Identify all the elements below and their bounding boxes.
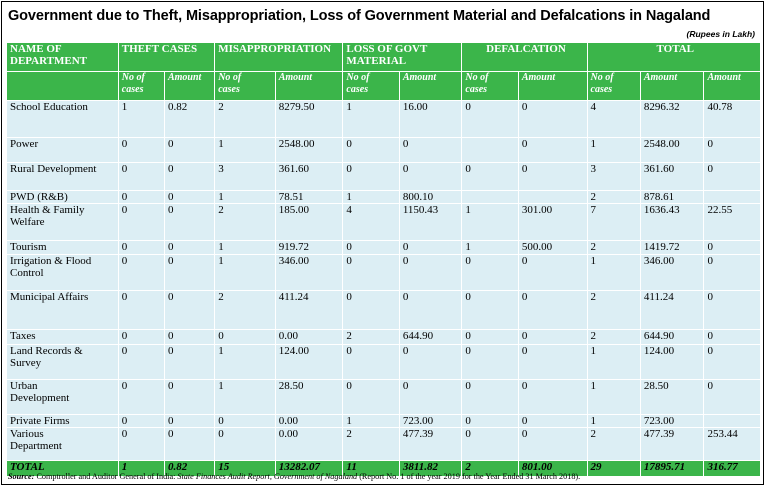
total-cell: 0.82: [164, 461, 214, 477]
data-table: [6, 42, 761, 477]
header-row: [7, 43, 761, 72]
total-cell: 11: [343, 461, 399, 477]
table-row: [7, 204, 761, 241]
table-cell: 0: [118, 255, 164, 291]
subheader-amount: Amount: [275, 72, 343, 101]
table-cell: 3: [587, 163, 640, 191]
table-cell: 2: [215, 204, 276, 241]
table-cell: 0: [518, 345, 587, 380]
table-cell: 0.00: [275, 428, 343, 461]
table-cell: 0: [118, 241, 164, 255]
table-cell: 0: [518, 255, 587, 291]
table-cell: 0: [118, 204, 164, 241]
table-cell: 0: [118, 380, 164, 415]
department-name: Municipal Affairs: [7, 291, 119, 330]
table-cell: 0: [704, 138, 761, 163]
table-cell: 0: [343, 345, 399, 380]
table-cell: 0: [462, 291, 518, 330]
table-cell: 1: [215, 345, 276, 380]
table-row: [7, 415, 761, 428]
table-cell: 0: [704, 345, 761, 380]
table-cell: 2: [587, 428, 640, 461]
table-cell: 411.24: [640, 291, 704, 330]
subheader-cases: No of cases: [118, 72, 164, 101]
table-cell: 0: [518, 428, 587, 461]
table-cell: 0: [462, 428, 518, 461]
table-row: [7, 345, 761, 380]
table-cell: 0: [164, 204, 214, 241]
total-cell: 316.77: [704, 461, 761, 477]
table-cell: 1: [215, 191, 276, 204]
table-cell: [462, 138, 518, 163]
table-cell: 0: [164, 163, 214, 191]
table-row: [7, 428, 761, 461]
table-cell: 124.00: [275, 345, 343, 380]
department-name: Urban Development: [7, 380, 119, 415]
header-defalcation: DEFALCATION: [462, 43, 587, 72]
subheader-cases: No of cases: [343, 72, 399, 101]
table-cell: 0: [518, 415, 587, 428]
table-cell: 800.10: [399, 191, 462, 204]
table-cell: 0.00: [275, 330, 343, 345]
table-cell: 0: [399, 380, 462, 415]
table-row: [7, 255, 761, 291]
department-name: Tourism: [7, 241, 119, 255]
subheader-amount: Amount: [640, 72, 704, 101]
table-cell: 0: [343, 163, 399, 191]
table-cell: 1: [215, 255, 276, 291]
table-cell: 2: [587, 330, 640, 345]
header-theft: THEFT CASES: [118, 43, 214, 72]
table-cell: 0: [164, 255, 214, 291]
table-cell: 1: [215, 241, 276, 255]
subheader-cases: No of cases: [462, 72, 518, 101]
table-cell: 0: [215, 330, 276, 345]
table-cell: 0: [118, 163, 164, 191]
table-cell: 1: [343, 415, 399, 428]
table-cell: 301.00: [518, 204, 587, 241]
subheader-cases: No of cases: [587, 72, 640, 101]
table-cell: 4: [587, 101, 640, 138]
table-cell: 1: [462, 241, 518, 255]
table-cell: 0: [164, 241, 214, 255]
table-cell: 22.55: [704, 204, 761, 241]
table-cell: 0: [164, 291, 214, 330]
total-cell: 29: [587, 461, 640, 477]
department-name: Power: [7, 138, 119, 163]
table-cell: 8279.50: [275, 101, 343, 138]
table-cell: 644.90: [640, 330, 704, 345]
table-cell: 0: [518, 163, 587, 191]
subheader-amount: Amount: [399, 72, 462, 101]
header-total: TOTAL: [587, 43, 760, 72]
table-cell: 0: [215, 415, 276, 428]
total-cell: 17895.71: [640, 461, 704, 477]
table-cell: [704, 191, 761, 204]
table-cell: 2: [587, 291, 640, 330]
subheader-amount: Amount: [164, 72, 214, 101]
total-cell: 1: [118, 461, 164, 477]
table-cell: 124.00: [640, 345, 704, 380]
table-cell: 0: [704, 163, 761, 191]
table-cell: 2: [587, 241, 640, 255]
department-name: Rural Development: [7, 163, 119, 191]
table-cell: 723.00: [399, 415, 462, 428]
table-cell: 878.61: [640, 191, 704, 204]
table-cell: 0: [164, 330, 214, 345]
table-cell: 0: [118, 330, 164, 345]
table-cell: 4: [343, 204, 399, 241]
table-cell: 0: [462, 380, 518, 415]
table-cell: 0: [118, 291, 164, 330]
table-cell: 0.00: [275, 415, 343, 428]
table-cell: 0: [164, 415, 214, 428]
table-cell: 78.51: [275, 191, 343, 204]
subheader-amount: Amount: [704, 72, 761, 101]
table-cell: 1: [215, 138, 276, 163]
total-cell: 13282.07: [275, 461, 343, 477]
table-cell: 0: [343, 255, 399, 291]
table-cell: 40.78: [704, 101, 761, 138]
table-cell: 0: [343, 380, 399, 415]
table-cell: 1: [587, 345, 640, 380]
table-cell: 0: [118, 428, 164, 461]
table-cell: 0: [164, 428, 214, 461]
table-row: [7, 380, 761, 415]
table-cell: 2: [215, 291, 276, 330]
table-cell: 0: [462, 345, 518, 380]
table-cell: 2: [587, 191, 640, 204]
table-cell: 0: [704, 330, 761, 345]
table-row: [7, 330, 761, 345]
department-name: Various Department: [7, 428, 119, 461]
table-cell: 0: [399, 345, 462, 380]
subheader-cases: No of cases: [215, 72, 276, 101]
table-cell: 0: [462, 415, 518, 428]
department-name: School Education: [7, 101, 119, 138]
table-row: [7, 241, 761, 255]
table-cell: 2548.00: [640, 138, 704, 163]
table-cell: 28.50: [640, 380, 704, 415]
table-cell: 0: [164, 138, 214, 163]
total-cell: 15: [215, 461, 276, 477]
header-misappropriation: MISAPPROPRIATION: [215, 43, 343, 72]
header-department: NAME OF DEPARTMENT: [7, 43, 119, 72]
table-cell: 0: [704, 241, 761, 255]
table-cell: 1: [587, 138, 640, 163]
units-note: (Rupees in Lakh): [686, 29, 755, 39]
table-cell: 644.90: [399, 330, 462, 345]
department-name: Taxes: [7, 330, 119, 345]
total-cell: 801.00: [518, 461, 587, 477]
table-cell: 2: [215, 101, 276, 138]
table-cell: 0: [518, 291, 587, 330]
table-cell: 1: [587, 380, 640, 415]
total-cell: 2: [462, 461, 518, 477]
table-cell: [462, 191, 518, 204]
table-cell: 0: [118, 415, 164, 428]
table-cell: [518, 191, 587, 204]
table-cell: 0: [399, 138, 462, 163]
table-cell: 1: [343, 101, 399, 138]
table-cell: 0: [462, 101, 518, 138]
table-cell: 723.00: [640, 415, 704, 428]
table-cell: 0: [399, 241, 462, 255]
table-cell: 8296.32: [640, 101, 704, 138]
table-cell: 0: [164, 345, 214, 380]
table-cell: 185.00: [275, 204, 343, 241]
table-cell: 477.39: [399, 428, 462, 461]
department-name: Private Firms: [7, 415, 119, 428]
total-cell: TOTAL: [7, 461, 119, 477]
total-cell: 3811.82: [399, 461, 462, 477]
table-cell: 1419.72: [640, 241, 704, 255]
subheader-row: [7, 72, 761, 101]
table-cell: 1: [462, 204, 518, 241]
department-name: PWD (R&B): [7, 191, 119, 204]
table-cell: 7: [587, 204, 640, 241]
table-cell: 411.24: [275, 291, 343, 330]
table-cell: 346.00: [275, 255, 343, 291]
table-cell: 0: [399, 163, 462, 191]
table-cell: 1: [215, 380, 276, 415]
table-cell: 1: [343, 191, 399, 204]
table-cell: 0: [462, 255, 518, 291]
table-cell: 346.00: [640, 255, 704, 291]
source-note: Source: Comptroller and Auditor General of India: State Finances Audit Report, Government of Nagaland (Report No. 1 of the year 2019 for the Year Ended 31 March 2018).: [8, 472, 581, 481]
table-cell: 0: [118, 345, 164, 380]
table-cell: 2: [343, 330, 399, 345]
page-frame: [1, 1, 764, 485]
subheader-blank: [7, 72, 119, 101]
table-row: [7, 191, 761, 204]
table-cell: 361.60: [275, 163, 343, 191]
table-cell: 0: [518, 330, 587, 345]
table-cell: 0: [518, 101, 587, 138]
table-cell: 0: [462, 163, 518, 191]
table-cell: 0: [343, 241, 399, 255]
table-cell: 0: [704, 291, 761, 330]
table-body: [7, 101, 761, 461]
table-cell: 0: [704, 380, 761, 415]
table-cell: [704, 415, 761, 428]
table-cell: 0: [118, 138, 164, 163]
table-cell: 0: [164, 191, 214, 204]
table-cell: 1150.43: [399, 204, 462, 241]
table-cell: 1: [587, 255, 640, 291]
header-loss: LOSS OF GOVT MATERIAL: [343, 43, 462, 72]
table-cell: 0: [343, 138, 399, 163]
table-cell: 1: [118, 101, 164, 138]
table-cell: 0: [518, 138, 587, 163]
table-row: [7, 101, 761, 138]
table-cell: 2548.00: [275, 138, 343, 163]
table-cell: 0.82: [164, 101, 214, 138]
table-cell: 3: [215, 163, 276, 191]
table-cell: 1: [587, 415, 640, 428]
table-cell: 361.60: [640, 163, 704, 191]
table-cell: 500.00: [518, 241, 587, 255]
table-cell: 0: [462, 330, 518, 345]
table-cell: 0: [704, 255, 761, 291]
department-name: Health & Family Welfare: [7, 204, 119, 241]
department-name: Irrigation & Flood Control: [7, 255, 119, 291]
table-cell: 919.72: [275, 241, 343, 255]
table-cell: 0: [343, 291, 399, 330]
table-row: [7, 138, 761, 163]
subheader-amount: Amount: [518, 72, 587, 101]
table-cell: 0: [215, 428, 276, 461]
table-cell: 0: [518, 380, 587, 415]
table-cell: 1636.43: [640, 204, 704, 241]
table-cell: 28.50: [275, 380, 343, 415]
table-cell: 477.39: [640, 428, 704, 461]
table-cell: 0: [118, 191, 164, 204]
table-row: [7, 163, 761, 191]
page-title: Government due to Theft, Misappropriation, Loss of Government Material and Defalcations in Nagaland: [8, 8, 711, 24]
table-cell: 0: [399, 255, 462, 291]
table-row: [7, 291, 761, 330]
table-cell: 253.44: [704, 428, 761, 461]
department-name: Land Records & Survey: [7, 345, 119, 380]
table-cell: 0: [164, 380, 214, 415]
table-cell: 2: [343, 428, 399, 461]
table-cell: 0: [399, 291, 462, 330]
table-cell: 16.00: [399, 101, 462, 138]
